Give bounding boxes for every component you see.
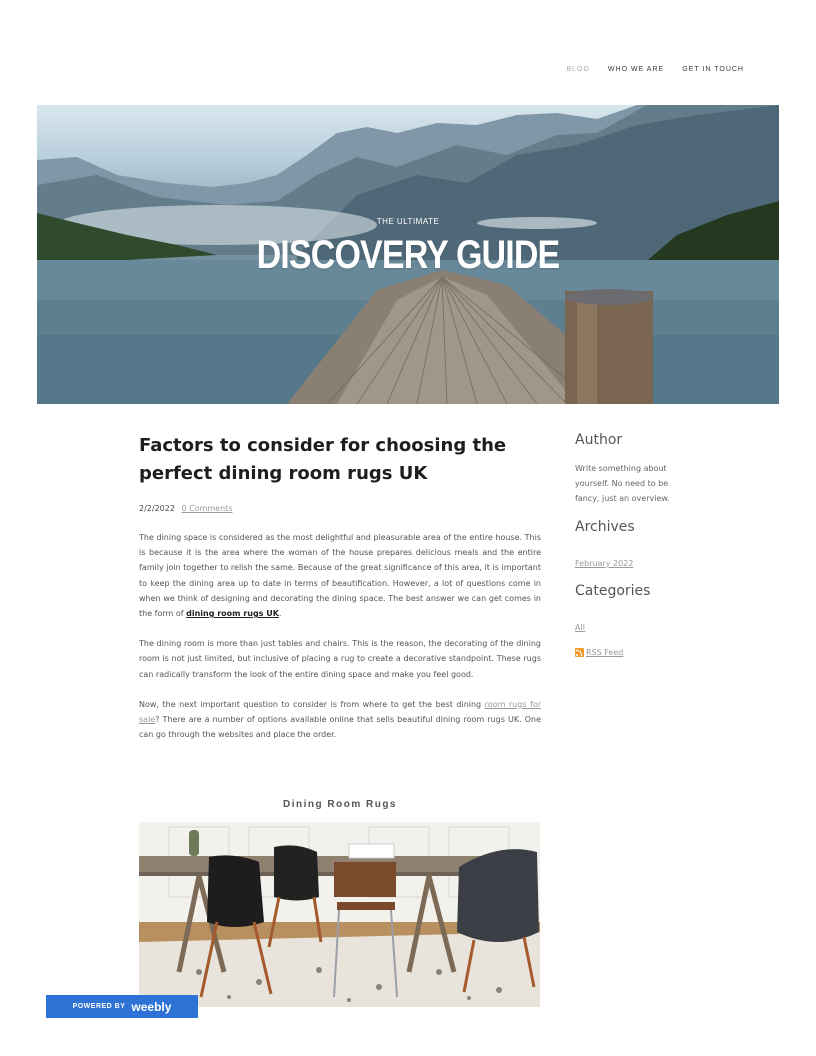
dining-room-rugs-link[interactable]: dining room rugs UK — [186, 609, 279, 619]
nav-who-we-are[interactable]: WHO WE ARE — [607, 66, 665, 73]
author-heading: Author — [575, 432, 623, 448]
blog-post — [139, 432, 541, 742]
post-date: 2/2/2022 — [139, 504, 175, 513]
categories-heading: Categories — [575, 583, 651, 599]
powered-by-label: POWERED BY — [72, 1003, 126, 1010]
archive-feb-2022[interactable]: February 2022 — [575, 559, 634, 568]
post-title[interactable]: Factors to consider for choosing the perfect dining room rugs UK — [139, 435, 507, 484]
hero-banner — [37, 105, 779, 404]
weebly-logo: weebly — [131, 999, 172, 1014]
archives-list — [575, 551, 685, 570]
rss-feed-link[interactable]: RSS Feed — [586, 648, 624, 657]
nav-get-in-touch[interactable]: GET IN TOUCH — [682, 66, 744, 73]
paragraph-2: The dining room is more than just tables and chairs. This is the reason, the decorating of the dining room is not just limited, but inclusive of placing a rug to create a decorative standpoint. These rugs can radically transform the look of the entire dining space and make you feel good. — [139, 639, 541, 679]
paragraph-3-end: ? There are a number of options available online that sells beautiful dining room rugs UK. One can go through the websites and place the order. — [139, 715, 541, 740]
paragraph-1 — [139, 530, 541, 621]
post-meta — [139, 504, 541, 513]
dining-room-illustration — [139, 822, 540, 1007]
paragraph-1-end: . — [278, 609, 282, 619]
sidebar — [575, 432, 685, 657]
hero-subtitle: THE ULTIMATE — [376, 217, 440, 226]
author-text: Write something about yourself. No need to be fancy, just an overview. — [575, 464, 670, 503]
archives-heading: Archives — [575, 519, 635, 535]
powered-by-weebly-badge[interactable] — [46, 995, 198, 1018]
category-all[interactable]: All — [575, 623, 585, 632]
image-caption: Dining Room Rugs — [283, 799, 397, 810]
rss-icon[interactable] — [575, 648, 584, 657]
comments-link[interactable]: 0 Comments — [181, 504, 233, 513]
paragraph-3 — [139, 697, 541, 743]
room-rugs-for-sale-link[interactable]: room rugs for sale — [139, 699, 542, 725]
rss-row — [575, 648, 685, 657]
paragraph-1-text: The dining space is considered as the most delightful and pleasurable area of the entire house. This is because it is the area where the woman of the house prepares delicious meals and the entire family join together to relish the same. Because of the great significance of this area, it is important to keep the dining area up to date in terms of beautification. However, a lot of questions come in when we think of designing and decorating the dining space. The best answer we can get comes in the form of — [139, 533, 541, 619]
nav-blog[interactable]: BLOG — [566, 66, 590, 73]
hero-title: DISCOVERY GUIDE — [256, 233, 560, 277]
dining-room-photo — [139, 822, 540, 1007]
categories-list — [575, 615, 685, 634]
top-nav — [566, 66, 744, 73]
paragraph-3-text: Now, the next important question to consider is from where to get the best dining — [139, 699, 485, 709]
